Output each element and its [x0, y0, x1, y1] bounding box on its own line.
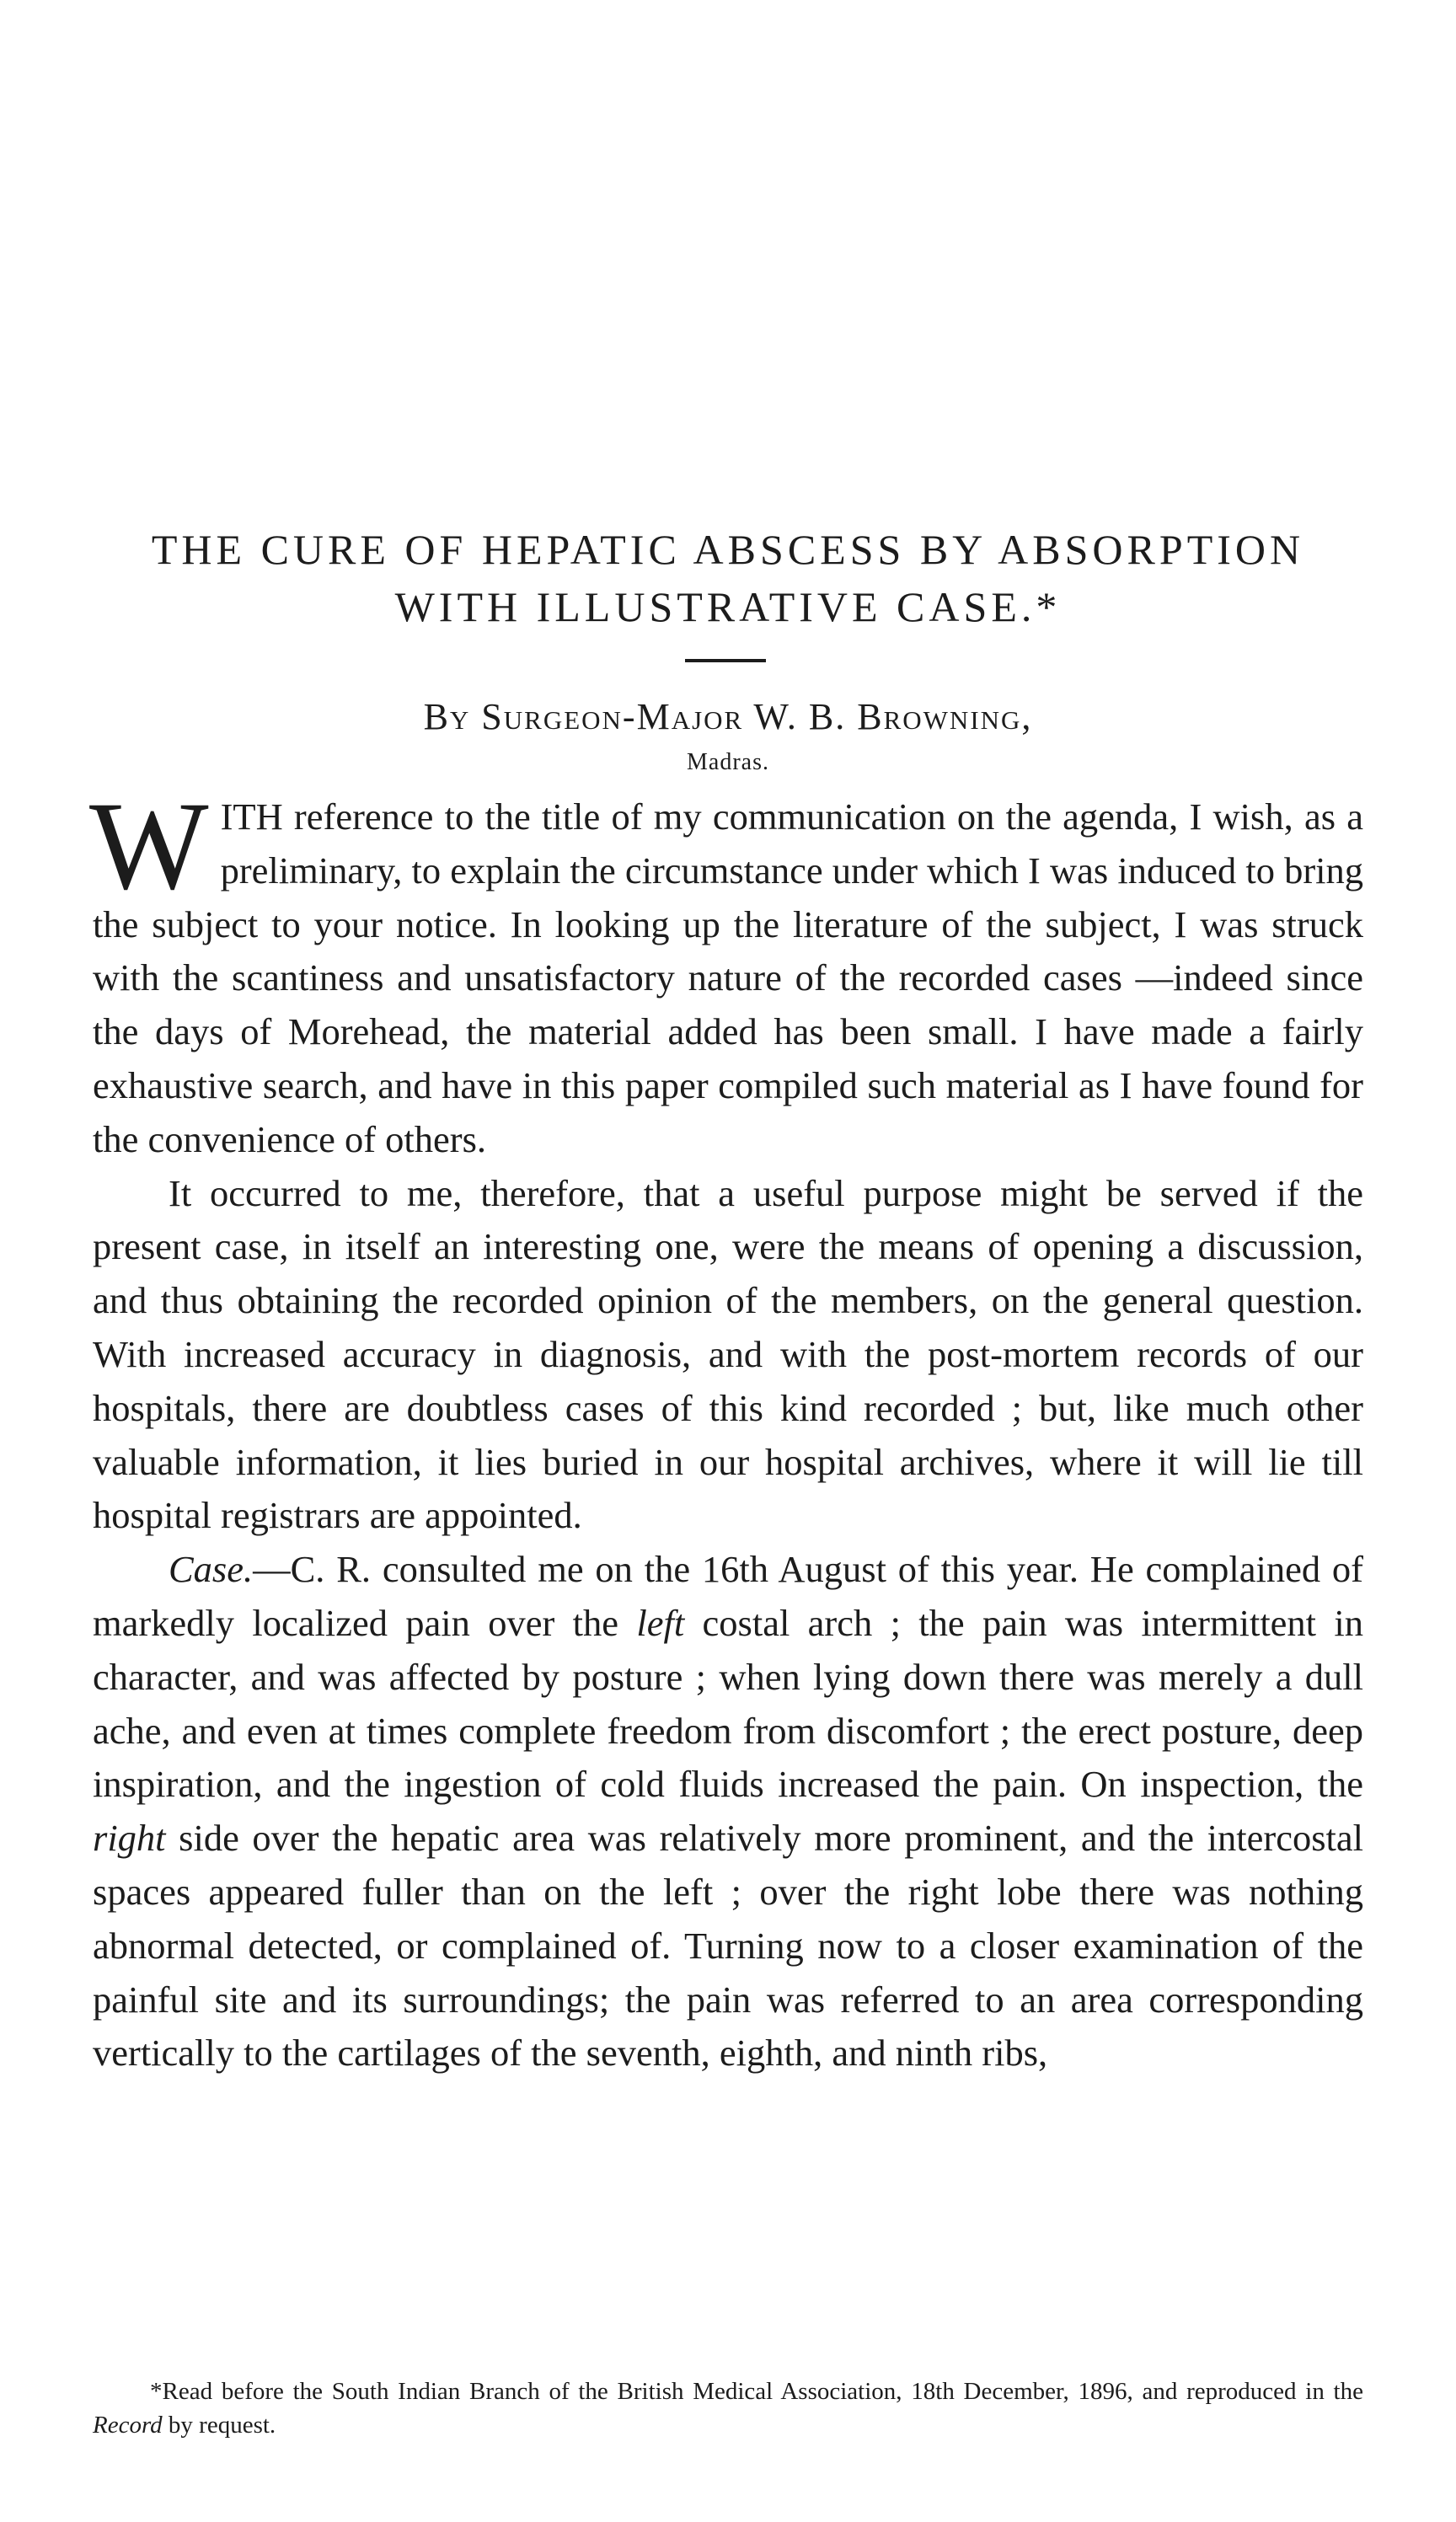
footnote-text-part-2: by request.	[162, 2412, 276, 2439]
case-text-part-2: costal arch ; the pain was intermittent in character, and was affected by posture ; when lying down there was merely a dull ache, and even at times complete freedom from discomfort ; the erect posture, deep inspiration, and the ingestion of cold fluids increased the pain. On inspection, the	[93, 1601, 1363, 1806]
author-byline: By Surgeon-Major W. B. Browning,	[423, 696, 1033, 737]
case-label: Case.	[169, 1548, 254, 1591]
paragraph-introduction-text: ITH reference to the title of my communication on the agenda, I wish, as a preliminary, to explain the circumstance under which I was induced to bring the subject to your notice. In looking up the literature of the subject, I was struck with the scantiness and unsatisfactory nature of the recorded cases —indeed since the days of Morehead, the material added has been small. I have made a fairly exhaustive search, and have in this paper compiled such material as I have found for the convenience of others.	[93, 795, 1363, 1160]
paragraph-introduction	[89, 776, 1363, 1167]
paragraph-purpose: It occurred to me, therefore, that a useful purpose might be served if the present case, in itself an interesting one, were the means of opening a discussion, and thus obtaining the recorded opinion of the members, on the general question. With increased accuracy in diagnosis, and with the post-mortem records of our hospitals, there are doubtless cases of this kind recorded ; but, like much other valuable information, it lies buried in our hospital archives, where it will lie till hospital registrars are appointed.	[93, 1171, 1363, 1537]
article-title-line-1: THE CURE OF HEPATIC ABSCESS BY ABSORPTION	[151, 526, 1305, 573]
case-emphasis-left: left	[636, 1601, 685, 1644]
case-emphasis-right: right	[93, 1817, 166, 1860]
footnote-text-part-1: *Read before the South Indian Branch of the British Medical Association, 18th December, 1896, and reproduced in the	[150, 2378, 1363, 2405]
footnote	[93, 2375, 1363, 2442]
case-text-part-1: —C. R. consulted me on the 16th August of this year. He complained of markedly localized pain over the	[93, 1548, 1363, 1644]
author-location: Madras.	[687, 749, 769, 775]
paragraph-case	[93, 1543, 1363, 2080]
footnote-emphasis-record: Record	[93, 2412, 163, 2439]
case-text-part-3: side over the hepatic area was relatively more prominent, and the intercostal spaces appeared fuller than on the left ; over the right lobe there was nothing abnormal detected, or complained of. Turning now to a closer examination of the painful site and its surroundings; the pain was referred to an area corresponding vertically to the cartilages of the seventh, eighth, and ninth ribs,	[93, 1817, 1363, 2075]
article-body	[89, 776, 1363, 2080]
article-title-line-2: WITH ILLUSTRATIVE CASE.*	[394, 583, 1062, 630]
title-rule	[685, 659, 766, 662]
drop-cap: W	[89, 776, 209, 916]
